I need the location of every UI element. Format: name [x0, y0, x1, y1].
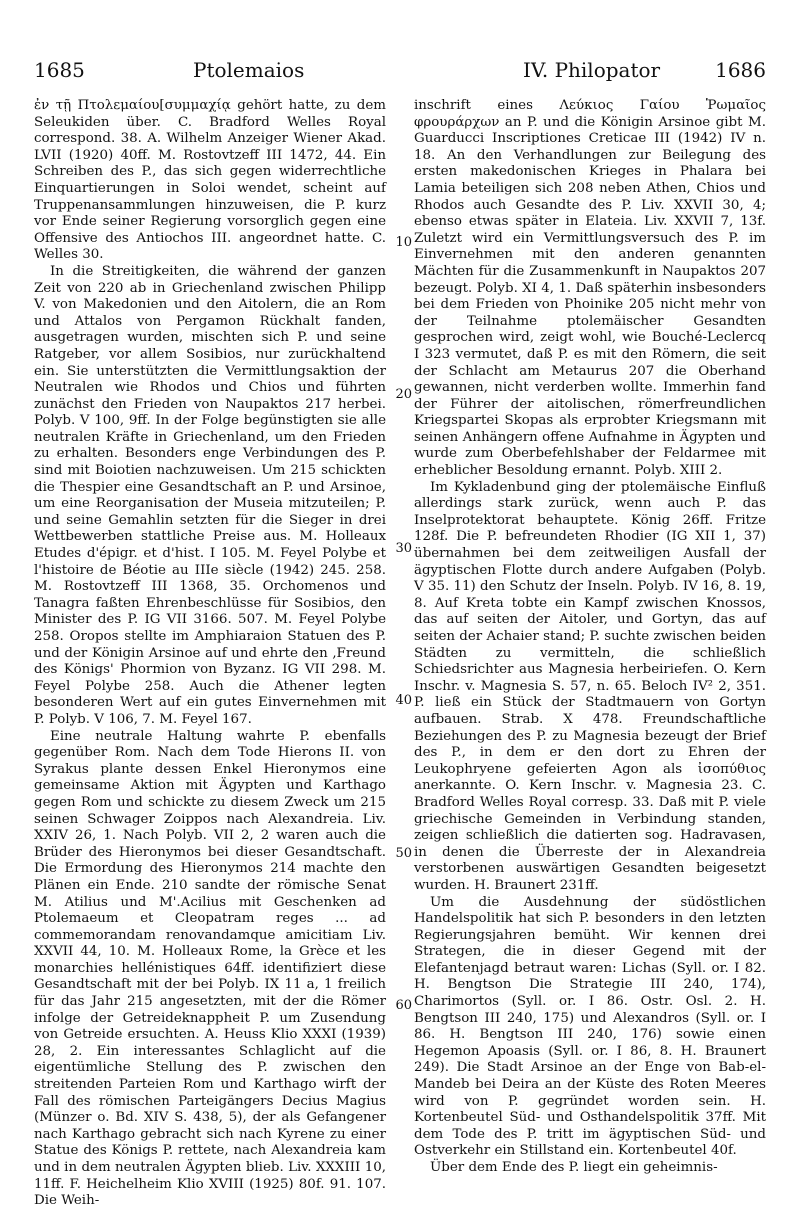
left-column — [34, 98, 386, 1210]
paragraph: Eine neutrale Haltung wahrte P. ebenfalls gegenüber Rom. Nach dem Tode Hierons II. von Syrakus plante dessen Enkel Hieronymos eine gemeinsame Aktion mit Ägypten und Karthago gegen Rom und schickte zu diesem Zweck um 215 seinen Schwager Zoippos nach Alexandreia. Liv. XXIV 26, 1. Nach Polyb. VII 2, 2 waren auch die Brüder des Hieronymos bei dieser Gesandtschaft. Die Ermordung des Hieronymos 214 machte den Plänen ein Ende. 210 sandte der römische Senat M. Atilius und M'.Acilius mit Geschenken ad Ptolemaeum et Cleopatram reges ... ad commemorandam renovandamque amicitiam Liv. XXVII 44, 10. M. Holleaux Rome, la Grèce et les monarchies hellénistiques 64ff. identifiziert diese Gesandtschaft mit der bei Polyb. IX 11 a, 1 freilich für das Jahr 215 angesetzten, mit der die Römer infolge der Getreideknappheit P. um Zusendung von Getreide ersuchten. A. Heuss Klio XXXI (1939) 28, 2. Ein interessantes Schlaglicht auf die eigentümliche Stellung des P. zwischen den streitenden Parteien Rom und Karthago wirft der Fall des römischen Parteigängers Decius Magius (Münzer o. Bd. XIV S. 438, 5), der als Gefangener nach Karthago gebracht sich nach Kyrene zu einer Statue des Königs P. rettete, nach Alexandreia kam und in dem neutralen Ägypten blieb. Liv. XXXIII 10, 11ff. F. Heichelheim Klio XVIII (1925) 80f. 91. 107. Die Weih- — [34, 728, 386, 1209]
page-number-left: 1685 — [34, 58, 85, 82]
running-title-right: IV. Philopator — [523, 58, 661, 82]
paragraph: Um die Ausdehnung der südöstlichen Handelspolitik hat sich P. besonders in den letzten Regierungsjahren bemüht. Wir kennen drei Strategen, die in dieser Gegend mit der Elefantenjagd betraut waren: Lichas (Syll. or. I 82. H. Bengtson Die Strategie III 240, 174), Charimortos (Syll. or. I 86. Ostr. Osl. 2. H. Bengtson III 240, 175) und Alexandros (Syll. or. I 86. H. Bengtson III 240, 176) sowie einen Hegemon Apoasis (Syll. or. I 86, 8. H. Braunert 249). Die Stadt Arsinoe an der Enge von Bab-el-Mandeb bei Deira an der Küste des Roten Meeres wird von P. gegründet worden sein. H. Kortenbeutel Süd- und Osthandelspolitik 37ff. Mit dem Tode des P. tritt im ägyptischen Süd- und Ostverkehr ein Stillstand ein. Kortenbeutel 40f. — [414, 894, 766, 1159]
paragraph: In die Streitigkeiten, die während der ganzen Zeit von 220 ab in Griechenland zwischen Philipp V. von Makedonien und den Aitolern, die an Rom und Attalos von Pergamon Rückhalt fanden, ausgetragen wurden, mischten sich P. und seine Ratgeber, vor allem Sosibios, nur zurückhaltend ein. Sie unterstützten die Vermittlungsaktion der Neutralen wie Rhodos und Chios und führten zunächst den Frieden von Naupaktos 217 herbei. Polyb. V 100, 9ff. In der Folge begünstigten sie alle neutralen Kräfte in Griechenland, um den Frieden zu erhalten. Besonders enge Verbindungen des P. sind mit Boiotien nachzuweisen. Um 215 schickten die Thespier eine Gesandtschaft an P. und Arsinoe, um eine Reorganisation der Museia mitzuteilen; P. und seine Gemahlin setzten für die Sieger in drei Wettbewerben stattliche Preise aus. M. Holleaux Etudes d'épigr. et d'hist. I 105. M. Feyel Polybe et l'histoire de Béotie au IIIe siècle (1942) 245. 258. M. Rostovtzeff III 1368, 35. Orchomenos und Tanagra faßten Ehrenbeschlüsse für Sosibios, den Minister des P. IG VII 3166. 507. M. Feyel Polybe 258. Oropos stellte im Amphiaraion Statuen des P. und der Königin Arsinoe auf und ehrte den ‚Freund des Königs' Phormion von Byzanz. IG VII 298. M. Feyel Polybe 258. Auch die Athener legten besonderen Wert auf ein gutes Einvernehmen mit P. Polyb. V 106, 7. M. Feyel 167. — [34, 263, 386, 727]
line-number: 60 — [395, 998, 412, 1013]
paragraph: Über dem Ende des P. liegt ein geheimnis- — [430, 1160, 718, 1175]
line-number: 30 — [395, 541, 412, 556]
paragraph: Im Kykladenbund ging der ptolemäische Einfluß allerdings stark zurück, wenn auch P. das Inselprotektorat behauptete. König 26ff. Fritze 128f. Die P. befreundeten Rhodier (IG XII 1, 37) übernahmen bei dem zeitweiligen Ausfall der ägyptischen Flotte durch andere Aufgaben (Polyb. V 35. 11) den Schutz der Inseln. Polyb. IV 16, 8. 19, 8. Auf Kreta tobte ein Kampf zwischen Knossos, das auf seiten der Aitoler, und Gortyn, das auf seiten der Achaier stand; P. suchte zwischen beiden Städten zu vermitteln, die schließlich Schiedsrichter aus Magnesia herbeiriefen. O. Kern Inschr. v. Magnesia S. 57, n. 65. Beloch IV² 2, 351. P. ließ ein Stück der Stadtmauern von Gortyn aufbauen. Strab. X 478. Freundschaftliche Beziehungen des P. zu Magnesia bezeugt der Brief des P., in dem er den dort zu Ehren der Leukophryene gefeierten Agon als ἰσοπύθιος anerkannte. O. Kern Inschr. v. Magnesia 23. C. Bradford Welles Royal corresp. 33. Daß mit P. viele griechische Gemeinden in Verbindung standen, zeigen schließlich die datierten sog. Hadravasen, in denen die Überreste der in Alexandreia verstorbenen auswärtigen Gesandten beigesetzt wurden. H. Braunert 231ff. — [414, 479, 766, 893]
line-number: 10 — [395, 235, 412, 250]
right-column — [414, 98, 766, 1177]
running-title-left: Ptolemaios — [193, 58, 305, 82]
page-header — [34, 58, 766, 88]
line-number: 40 — [395, 693, 412, 708]
page-number-right: 1686 — [715, 58, 766, 82]
paragraph: inschrift eines Λεύκιος Γαίου Ῥωμαῖος φρουράρχων an P. und die Königin Arsinoe gibt M. Guarducci Inscriptiones Creticae III (1942) IV n. 18. An den Verhandlungen zur Beilegung des ersten makedonischen Krieges in Phalara bei Lamia beteiligen sich 208 neben Athen, Chios und Rhodos auch Gesandte des P. Liv. XXVII 30, 4; ebenso etwas später in Elateia. Liv. XXVII 7, 13f. Zuletzt wird ein Vermittlungsversuch des P. im Einvernehmen mit den anderen genannten Mächten für die Zusammenkunft in Naupaktos 207 bezeugt. Polyb. XI 4, 1. Daß späterhin insbesonders bei dem Frieden von Phoinike 205 nicht mehr von der Teilnahme ptolemäischer Gesandten gesprochen wird, zeigt wohl, wie Bouché-Leclercq I 323 vermutet, daß P. es mit den Römern, die seit der Schlacht am Metaurus 207 die Oberhand gewannen, nicht verderben wollte. Immerhin fand der Führer der aitolischen, römerfreundlichen Kriegspartei Skopas als erprobter Kriegsmann mit seinen Anhängern offene Aufnahme in Ägypten und wurde zum Oberbefehlshaber der Feldarmee mit erheblicher Besoldung ernannt. Polyb. XIII 2. — [414, 98, 766, 479]
paragraph: ἐν τῇ Πτολεμαίου[συμμαχίᾳ gehört hatte, zu dem Seleukiden über. C. Bradford Welles Royal correspond. 38. A. Wilhelm Anzeiger Wiener Akad. LVII (1920) 40ff. M. Rostovtzeff III 1472, 44. Ein Schreiben des P., das sich gegen widerrechtliche Einquartierungen in Soloi wendet, scheint auf Truppenansammlungen hinzuweisen, die P. kurz vor Ende seiner Regierung vorsorglich gegen eine Offensive des Antiochos III. angeordnet hatte. C. Welles 30. — [34, 98, 386, 263]
line-number: 20 — [395, 387, 412, 402]
line-number: 50 — [395, 846, 412, 861]
